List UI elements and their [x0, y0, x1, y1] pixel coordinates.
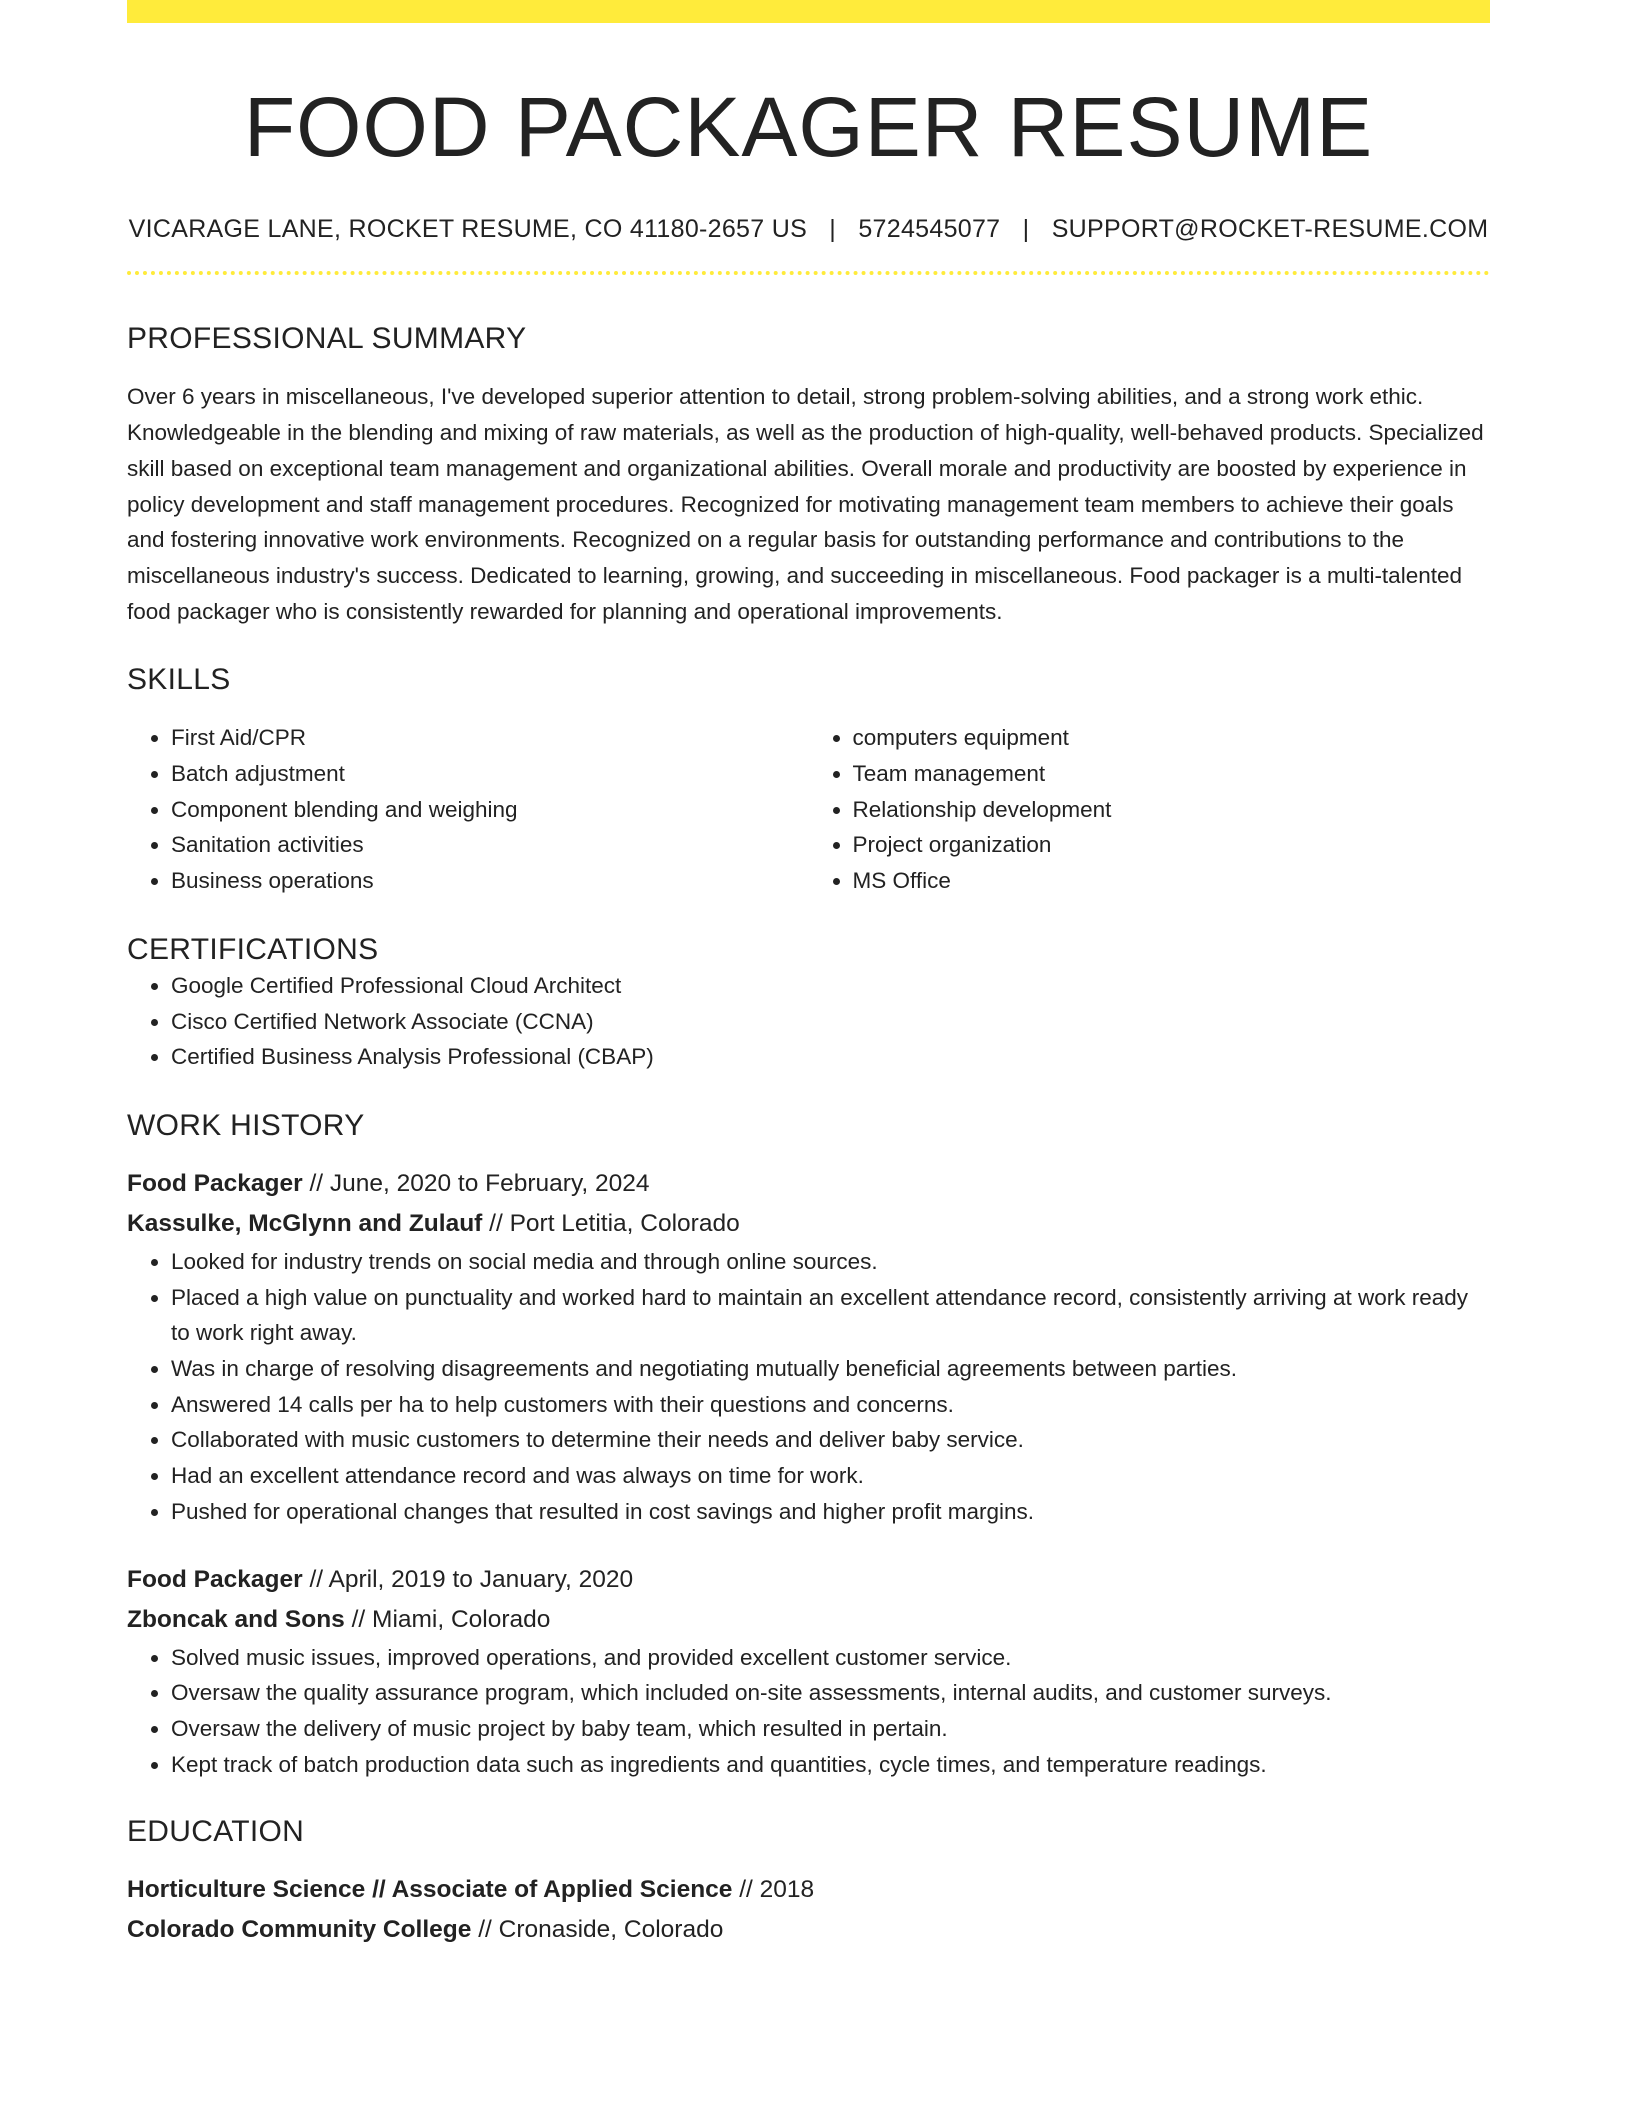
- job-separator: //: [302, 1565, 329, 1593]
- education-degree-line: [127, 1870, 1490, 1910]
- job-company: Kassulke, McGlynn and Zulauf: [127, 1209, 483, 1237]
- header-divider: [127, 271, 1490, 275]
- job-bullet: • Placed a high value on punctuality and worked hard to maintain an excellent attendance record, consistently arriving at work ready to work right away.: [171, 1280, 1490, 1351]
- skill-item: • First Aid/CPR: [171, 720, 809, 756]
- education-heading: EDUCATION: [127, 1815, 305, 1849]
- skill-item: • Project organization: [853, 827, 1491, 863]
- education-degree: Horticulture Science // Associate of Applied Science: [127, 1876, 733, 1904]
- skill-item: • Sanitation activities: [171, 827, 809, 863]
- skill-item: • computers equipment: [853, 720, 1491, 756]
- skill-item: • Relationship development: [853, 792, 1491, 828]
- education-location: Cronaside, Colorado: [498, 1916, 724, 1944]
- skill-item: • MS Office: [853, 863, 1491, 899]
- skills-heading: SKILLS: [127, 663, 231, 697]
- skills-columns: [127, 720, 1490, 899]
- contact-line: [127, 215, 1490, 244]
- job-company-line: [127, 1204, 1490, 1244]
- job-company: Zboncak and Sons: [127, 1605, 345, 1633]
- work-history-heading: WORK HISTORY: [127, 1108, 365, 1142]
- job-role-line: [127, 1560, 1490, 1600]
- contact-address: VICARAGE LANE, ROCKET RESUME, CO 41180-2657 US: [128, 215, 808, 244]
- job-bullet: • Oversaw the quality assurance program, which included on-site assessments, internal audits, and customer surveys.: [171, 1675, 1490, 1711]
- job-dates: April, 2019 to January, 2020: [328, 1565, 634, 1593]
- job-bullet: • Kept track of batch production data such as ingredients and quantities, cycle times, and temperature readings.: [171, 1747, 1490, 1783]
- job-company-line: [127, 1600, 1490, 1640]
- resume-title: FOOD PACKAGER RESUME: [243, 80, 1374, 174]
- certifications-heading: CERTIFICATIONS: [127, 932, 379, 966]
- skills-list-right: [809, 720, 1491, 899]
- education-school: Colorado Community College: [127, 1916, 472, 1944]
- education-separator: //: [732, 1876, 760, 1904]
- top-accent-bar: [127, 0, 1490, 23]
- summary-text: Over 6 years in miscellaneous, I've developed superior attention to detail, strong problem-solving abilities, and a strong work ethic. Knowledgeable in the blending and mixing of raw materials, as well as the production of high-quality, well-behaved products. Specialized skill based on exceptional team management and organizational abilities. Overall morale and productivity are boosted by experience in policy development and staff management procedures. Recognized for motivating management team members to achieve their goals and fostering innovative work environments. Recognized on a regular basis for outstanding performance and contributions to the miscellaneous industry's success. Dedicated to learning, growing, and succeeding in miscellaneous. Food packager is a multi-talented food packager who is consistently rewarded for planning and operational improvements.: [127, 384, 1484, 624]
- job-location: Miami, Colorado: [372, 1605, 551, 1633]
- skills-list-left: [127, 720, 809, 899]
- job-bullets: [127, 1640, 1490, 1783]
- education-school-line: [127, 1910, 1490, 1950]
- skill-item: • Business operations: [171, 863, 809, 899]
- job-bullet: • Had an excellent attendance record and was always on time for work.: [171, 1458, 1490, 1494]
- skill-item: • Team management: [853, 756, 1491, 792]
- certifications-list: [127, 968, 1490, 1075]
- contact-phone: 5724545077: [858, 215, 1001, 244]
- job-bullet: • Pushed for operational changes that resulted in cost savings and higher profit margins.: [171, 1494, 1490, 1530]
- resume-page: [127, 0, 1490, 1950]
- education-separator: //: [471, 1916, 499, 1944]
- job-bullets: [127, 1244, 1490, 1530]
- summary-heading: PROFESSIONAL SUMMARY: [127, 322, 527, 356]
- job-role: Food Packager: [127, 1169, 303, 1197]
- job-separator: //: [302, 1169, 330, 1197]
- skill-item: • Batch adjustment: [171, 756, 809, 792]
- certification-item: • Cisco Certified Network Associate (CCNA): [171, 1004, 1490, 1040]
- certification-item: • Google Certified Professional Cloud Architect: [171, 968, 1490, 1004]
- job-bullet: • Answered 14 calls per ha to help customers with their questions and concerns.: [171, 1387, 1490, 1423]
- contact-email: SUPPORT@ROCKET-RESUME.COM: [1051, 215, 1489, 244]
- job-role: Food Packager: [127, 1565, 303, 1593]
- contact-separator: |: [829, 215, 837, 244]
- contact-separator: |: [1022, 215, 1030, 244]
- job-separator: //: [482, 1209, 510, 1237]
- job-bullet: • Was in charge of resolving disagreements and negotiating mutually beneficial agreements between parties.: [171, 1351, 1490, 1387]
- job-dates: June, 2020 to February, 2024: [329, 1169, 650, 1197]
- job-location: Port Letitia, Colorado: [509, 1209, 740, 1237]
- job-bullet: • Solved music issues, improved operations, and provided excellent customer service.: [171, 1640, 1490, 1676]
- job-bullet: • Looked for industry trends on social media and through online sources.: [171, 1244, 1490, 1280]
- education-year: 2018: [759, 1876, 815, 1904]
- job-bullet: • Oversaw the delivery of music project by baby team, which resulted in pertain.: [171, 1711, 1490, 1747]
- job-role-line: [127, 1164, 1490, 1204]
- job-bullet: • Collaborated with music customers to determine their needs and deliver baby service.: [171, 1422, 1490, 1458]
- certification-item: • Certified Business Analysis Professional (CBAP): [171, 1039, 1490, 1075]
- skill-item: • Component blending and weighing: [171, 792, 809, 828]
- job-separator: //: [344, 1605, 373, 1633]
